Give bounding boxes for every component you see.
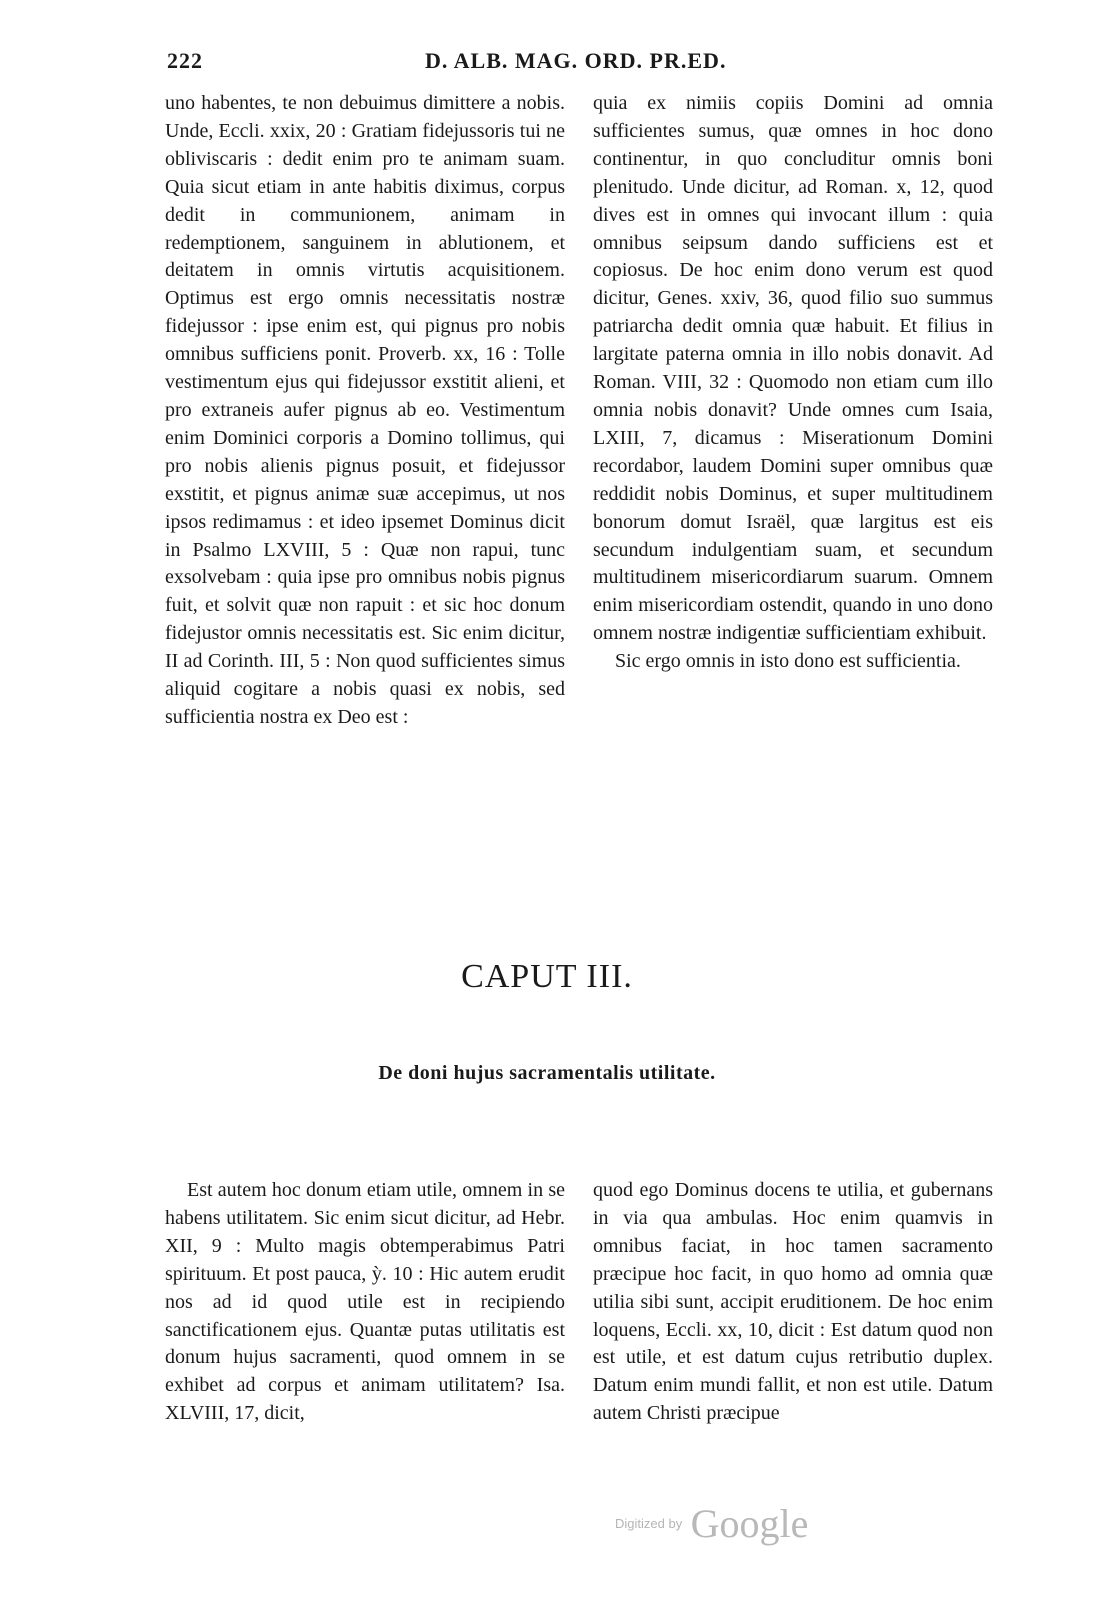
chapter-title: CAPUT III. bbox=[461, 958, 633, 995]
running-title: D. ALB. MAG. ORD. PR.ED. bbox=[425, 48, 727, 73]
page-header bbox=[0, 44, 1094, 80]
bottom-left-column bbox=[165, 1177, 565, 1428]
paragraph: quod ego Dominus docens te utilia, et gubernans in via qua ambulas. Hoc enim quamvis in omnibus faciat, in hoc tamen sacramento præcipue hoc facit, in quo homo ad omnia quæ utilia sibi sunt, accipit eruditionem. De hoc enim loquens, Eccli. xx, 10, dicit : Est datum quod non est utile, et est datum cujus retributio duplex. Datum enim mundi fallit, et non est utile. Datum autem Christi præcipue bbox=[593, 1179, 993, 1425]
paragraph: quia ex nimiis copiis Domini ad omnia sufficientes sumus, quæ omnes in hoc dono continentur, in quo concluditur omnis boni plenitudo. Unde dicitur, ad Roman. x, 12, quod dives est in omnes qui invocant illum : quia omnibus seipsum dando sufficiens est et copiosus. De hoc enim dono verum est quod dicitur, Genes. xxiv, 36, quod filio suo summus patriarcha dedit omnia quæ habuit. Et filius in largitate paterna omnia in illo nobis donavit. Ad Roman. VIII, 32 : Quomodo non etiam cum illo omnia nobis donavit? Unde omnes cum Isaia, LXIII, 7, dicamus : Miserationum Domini recordabor, laudem Domini super omnibus quæ reddidit nobis Dominus, et super multitudinem bonorum domut Israël, quæ largitus est eis secundum indulgentiam suam, et secundum multitudinem misericordiarum suarum. Omnem enim misericordiam ostendit, quando in uno dono omnem nostræ indigentiæ sufficientiam exhibuit. bbox=[593, 92, 993, 645]
top-left-column bbox=[165, 90, 565, 732]
bottom-right-column bbox=[593, 1177, 993, 1428]
page-number: 222 bbox=[167, 48, 203, 73]
top-right-column bbox=[593, 90, 993, 676]
chapter-subtitle: De doni hujus sacramentalis utilitate. bbox=[378, 1062, 716, 1084]
paragraph: Sic ergo omnis in isto dono est sufficientia. bbox=[615, 650, 961, 673]
digitized-label: Digitized by bbox=[615, 1516, 683, 1531]
google-logo: Google bbox=[690, 1501, 809, 1546]
paragraph: Est autem hoc donum etiam utile, omnem in se habens utilitatem. Sic enim sicut dicitur, ad Hebr. XII, 9 : Multo magis obtemperabimus Patri spirituum. Et post pauca, ỳ. 10 : Hic autem erudit nos ad id quod utile est in recipiendo sanctificationem ejus. Quantæ putas utilitatis est donum hujus sacramenti, quod omnem in se exhibet ad corpus et animam utilitatem? Isa. XLVIII, 17, dicit, bbox=[165, 1179, 565, 1425]
paragraph: uno habentes, te non debuimus dimittere a nobis. Unde, Eccli. xxix, 20 : Gratiam fidejussoris tui ne obliviscaris : dedit enim pro te animam suam. Quia sicut etiam in ante habitis diximus, corpus dedit in communionem, animam in redemptionem, sanguinem in ablutionem, et deitatem in omnis virtutis acquisitionem. Optimus est ergo omnis necessitatis nostræ fidejussor : ipse enim est, qui pignus pro nobis omnibus sufficiens ponit. Proverb. xx, 16 : Tolle vestimentum ejus qui fidejussor exstitit alieni, et pro extraneis aufer pignus ab eo. Vestimentum enim Dominici corporis a Domino tollimus, qui pro nobis alienis pignus posuit, et fidejussor exstitit, et pignus animæ suæ accepimus, ut nos ipsos redimamus : et ideo ipsemet Dominus dicit in Psalmo LXVIII, 5 : Quæ non rapui, tunc exsolvebam : quia ipse pro omnibus nobis pignus fuit, et solvit quæ non rapuit : et sic hoc donum fidejustor omnis necessitatis est. Sic enim dicitur, II ad Corinth. III, 5 : Non quod sufficientes simus aliquid cogitare a nobis quasi ex nobis, sed sufficientia nostra ex Deo est : bbox=[165, 92, 565, 728]
digitized-watermark bbox=[615, 1500, 808, 1547]
